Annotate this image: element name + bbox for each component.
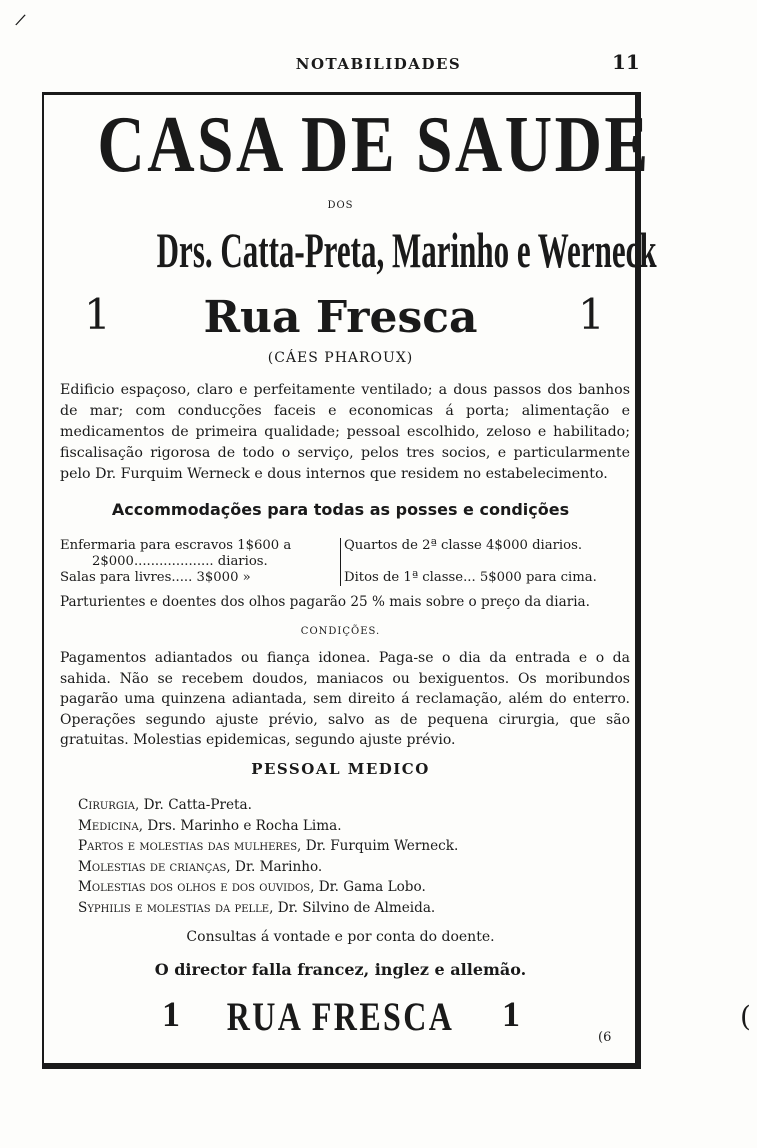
staff-specialty: Syphilis e molestias da pelle, [78, 899, 274, 916]
footer-number-right: 1 [502, 994, 520, 1034]
rate-line: Quartos de 2ª classe 4$000 diarios. [344, 538, 583, 553]
staff-entry [78, 816, 638, 837]
rates-left-column [60, 538, 336, 586]
footer-number-left: 1 [162, 994, 180, 1034]
accommodations-heading: Accommodações para todas as posses e condições [111, 500, 570, 519]
address-number-right: 1 [578, 290, 605, 339]
page-number: 11 [612, 50, 640, 74]
staff-doctor: Dr. Silvino de Almeida. [277, 899, 436, 916]
footer-address [44, 993, 637, 1043]
quay-name: (CÁES PHAROUX) [267, 350, 414, 366]
margin-mark: / [14, 9, 28, 30]
staff-doctor: Dr. Marinho. [235, 858, 323, 875]
staff-list [78, 795, 638, 919]
street-name: Rua Fresca [203, 292, 478, 343]
margin-speck: ( [740, 1000, 751, 1033]
consultations-note: Consultas á vontade e por conta do doente. [186, 929, 495, 945]
staff-entry [78, 795, 638, 816]
staff-entry [78, 877, 638, 898]
rate-line: Ditos de 1ª classe... 5$000 para cima. [344, 570, 597, 585]
footer-street-name: RUA FRESCA [226, 994, 455, 1039]
conditions-paragraph: Pagamentos adiantados ou fiança idonea. Paga-se o dia da entrada e o da sahida. Não se recebem doudos, maniacos ou bexiguentos. Os moribundos pagarão uma quinzena adiantada, sem direito á reclamação, além do enterro. Operações segundo ajuste prévio, salvo as de pequena cirurgia, que são gratuitas. Molestias epidemicas, segundo ajuste prévio. [60, 650, 630, 748]
staff-doctor: Dr. Catta-Preta. [143, 797, 252, 813]
rates-right-column [340, 538, 634, 586]
staff-doctor: Dr. Furquim Werneck. [305, 838, 459, 855]
rate-line: Salas para livres..... 3$000 » [60, 570, 251, 585]
staff-specialty: Cirurgia, [78, 797, 140, 813]
address-number-left: 1 [84, 290, 111, 339]
printer-mark: (6 [598, 1030, 612, 1045]
staff-specialty: Molestias de crianças, [78, 858, 231, 875]
staff-entry [78, 857, 638, 878]
ad-doctors-names: Drs. Catta-Preta, Marinho e Werneck [156, 222, 657, 278]
rate-line [344, 554, 634, 570]
ad-connector: DOS [327, 200, 354, 211]
staff-doctor: Drs. Marinho e Rocha Lima. [147, 817, 342, 834]
parturients-note: Parturientes e doentes dos olhos pagarão 25 % mais sobre o preço da diaria. [60, 594, 590, 610]
staff-entry [78, 836, 638, 857]
running-head: NOTABILIDADES [295, 55, 462, 73]
staff-specialty: Medicina, [78, 817, 144, 834]
staff-doctor: Dr. Gama Lobo. [318, 879, 426, 896]
rate-line: 2$000................... diarios. [92, 554, 268, 569]
intro-paragraph: Edificio espaçoso, claro e perfeitamente ventilado; a dous passos dos banhos de mar; com conducções faceis e economicas á porta; alimentação e medicamentos de primeira qualidade; pessoal escolhido, zeloso e habilitado; fiscalisação rigorosa de todo o serviço, pelos tres socios, e particularmente pelo Dr. Furquim Werneck e dous internos que residem no estabelecimento. [60, 382, 630, 482]
rate-line: Enfermaria para escravos 1$600 a [60, 538, 292, 553]
conditions-heading: CONDIÇÕES. [300, 626, 381, 637]
staff-heading: PESSOAL MEDICO [251, 760, 430, 778]
rates-table [60, 538, 630, 590]
staff-specialty: Molestias dos olhos e dos ouvidos, [78, 879, 315, 896]
ad-headline: CASA DE SAUDE [97, 101, 651, 189]
director-languages-note: O director falla francez, inglez e allemão. [154, 960, 527, 979]
staff-specialty: Partos e molestias das mulheres, [78, 838, 302, 855]
staff-entry [78, 898, 638, 919]
